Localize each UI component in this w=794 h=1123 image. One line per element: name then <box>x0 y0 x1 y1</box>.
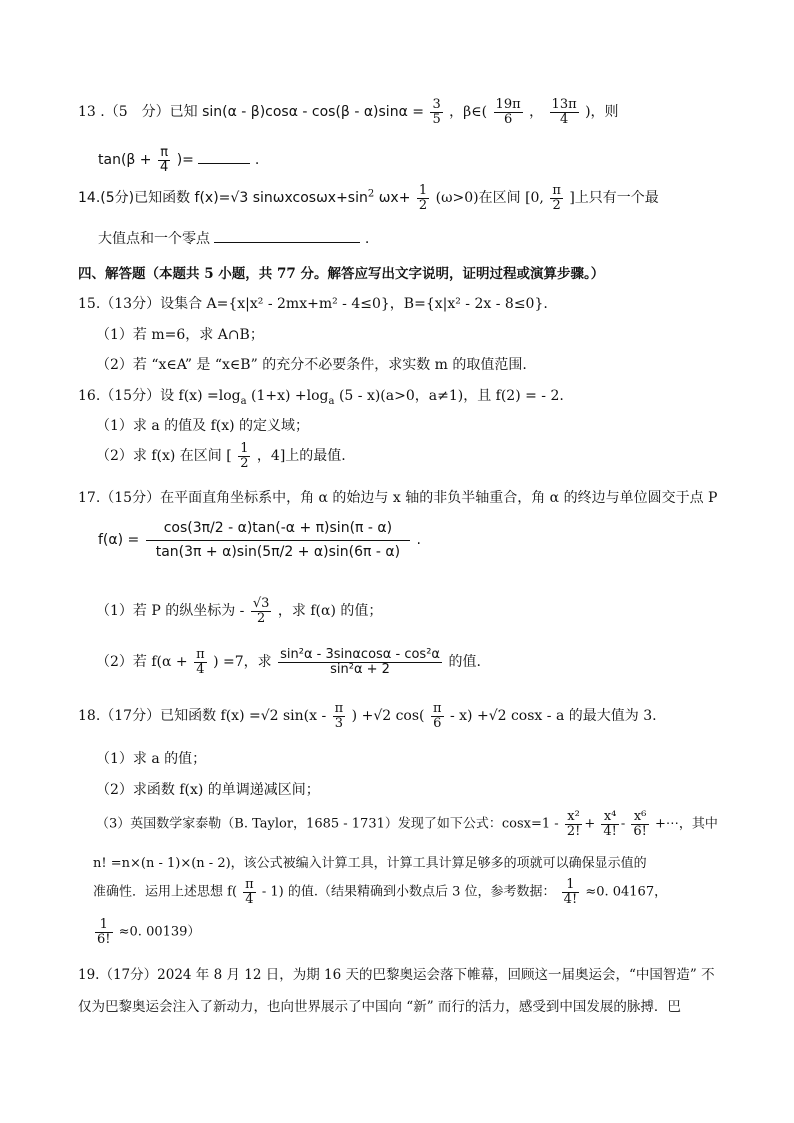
q17-f-label: f(α) = <box>98 532 140 549</box>
q18-part3-c: 准确性．运用上述思想 f( <box>93 884 238 900</box>
q13-fraction-value: $\frac{3}{5}$ <box>432 97 441 127</box>
q14-answer-blank <box>214 228 360 243</box>
q17-fraction-expression: $\frac{\text{sin²α - 3sinαcosα - cos²α}}{\text{sin²α + 2}}$ <box>280 647 440 677</box>
q18-fraction-x4: $\frac{\text{x⁴}}{4!}$ <box>603 809 617 839</box>
q14-square: 2 <box>367 188 375 200</box>
q18-function-c: - x) +√2 cosx - a 的最大值为 3. <box>449 708 657 725</box>
q16-part2 <box>96 442 346 470</box>
q18-part2: （2）求函数 f(x) 的单调递减区间； <box>96 782 320 798</box>
q15-line1: 15.（13分）设集合 A={x|x² - 2mx+m² - 4≤0}，B={x|x² - 2x - 8≤0}. <box>78 296 548 312</box>
q18-function-b: ) +√2 cos( <box>351 708 425 725</box>
q18-line1 <box>78 702 657 730</box>
q16-fraction-half: $\frac{1}{2}$ <box>240 441 249 471</box>
q18-part3-e: ≈0. 04167， <box>585 884 668 900</box>
q13-number: 13 .（5 分）已知 <box>78 104 198 121</box>
q17-period: . <box>416 532 421 549</box>
q14-fraction-pi2: $\frac{\pi}{2}$ <box>552 183 561 213</box>
q15-part2: （2）若 “x∈A” 是 “x∈B” 的充分不必要条件，求实数 m 的取值范围. <box>96 357 527 373</box>
q17-definition <box>98 517 421 563</box>
q16-line1 <box>78 385 564 407</box>
q17-fraction-root3: $\frac{√3}{2}$ <box>252 596 270 626</box>
q13-comma: ， <box>529 104 544 121</box>
q19-line2: 仅为巴黎奥运会注入了新动力，也向世界展示了中国向 “新” 而行的活力，感受到中国发展的脉搏．巴 <box>78 999 681 1015</box>
q18-part3-line4 <box>93 918 200 946</box>
q14-line1 <box>78 184 659 212</box>
q13-tan-expr: tan(β + <box>98 152 152 169</box>
q18-fraction-pi6: $\frac{\pi}{6}$ <box>432 701 442 731</box>
q17-part1 <box>96 597 382 625</box>
q17-part2-a: （2）若 f(α + <box>96 654 188 671</box>
q18-part3-line1: （3）英国数学家泰勒（B. Taylor，1685 - 1731）发现了如下公式：cosx=1 - $\frac{\text{x²}}{2!}$ + $\frac{\text{x⁴}}{4!}$ - $\frac{\text{x⁶}}{6!}$ +⋯，其中 <box>96 809 718 839</box>
q18-fraction-x2: $\frac{\text{x²}}{2!}$ <box>566 809 581 839</box>
q18-fraction-inv4: $\frac{1}{4!}$ <box>563 877 578 907</box>
section-heading: 四、解答题（本题共 5 小题，共 77 分。解答应写出文字说明，证明过程或演算步骤。） <box>78 266 605 282</box>
q13-equals: )= <box>176 152 194 169</box>
q13-line1 <box>78 98 619 126</box>
q14-interval-open: (ω>0)在区间 [0, <box>435 190 544 207</box>
q16-part1: （1）求 a 的值及 f(x) 的定义域； <box>96 418 310 434</box>
q16-part2-b: ，4]上的最值. <box>256 448 346 465</box>
q14-omega-x: ωx+ <box>378 190 411 207</box>
q14-function: 14.(5分)已知函数 f(x)=√3 sinωxcosωx+sin <box>78 190 368 207</box>
q18-part1: （1）求 a 的值； <box>96 751 207 767</box>
q16-base-a1: a <box>240 395 247 407</box>
q17-part2-b: ) =7，求 <box>213 654 272 671</box>
q13-beta-range-open: ，β∈( <box>449 104 488 121</box>
q17-denominator: tan(3π + α)sin(5π/2 + α)sin(6π - α) <box>155 543 401 560</box>
q17-numerator: cos(3π/2 - α)tan(-α + π)sin(π - α) <box>146 517 410 541</box>
q14-fraction-half: $\frac{1}{2}$ <box>418 183 428 213</box>
q17-big-fraction <box>146 517 410 563</box>
q19-line1: 19.（17分）2024 年 8 月 12 日，为期 16 天的巴黎奥运会落下帷幕，回顾这一届奥运会，“中国智造” 不 <box>78 967 715 983</box>
q17-line1: 17.（15分）在平面直角坐标系中，角 α 的始边与 x 轴的非负半轴重合，角 α 的终边与单位圆交于点 P <box>78 490 718 506</box>
q17-part2 <box>96 648 481 676</box>
q13-fraction-lower: $\frac{19\pi}{6}$ <box>495 97 521 127</box>
q18-part3-line2: n! =n×(n - 1)×(n - 2)，该公式被编入计算工具，计算工具计算足够多的项就可以确保显示值的 <box>93 856 647 871</box>
q13-fraction-pi4: $\frac{\pi}{4}$ <box>159 145 169 175</box>
q18-part3-line3 <box>93 878 667 906</box>
q13-line2 <box>98 146 259 174</box>
q16-part2-a: （2）求 f(x) 在区间 [ <box>96 448 232 465</box>
q18-part3-d: - 1) 的值.（结果精确到小数点后 3 位，参考数据： <box>261 884 556 900</box>
q13-period: . <box>254 152 260 169</box>
q13-range-close: )，则 <box>585 104 619 121</box>
q16-function-b: (1+x) +log <box>251 388 329 404</box>
q18-fraction-x6: $\frac{\text{x⁶}}{6!}$ <box>633 809 647 839</box>
q17-part2-c: 的值. <box>448 654 481 671</box>
q18-fraction-inv6: $\frac{1}{6!}$ <box>97 917 111 947</box>
q17-part1-a: （1）若 P 的纵坐标为 - <box>96 603 245 620</box>
q18-part3-b: +⋯，其中 <box>655 816 718 832</box>
q13-fraction-upper: $\frac{13\pi}{4}$ <box>551 97 577 127</box>
q17-part1-b: ，求 f(α) 的值； <box>277 603 383 620</box>
q14-period: . <box>364 231 370 247</box>
q16-base-a2: a <box>328 395 335 407</box>
q16-function-a: 16.（15分）设 f(x) =log <box>78 388 241 404</box>
q16-function-c: (5 - x)(a>0，a≠1)，且 f(2) = - 2. <box>338 388 564 404</box>
q18-function-a: 18.（17分）已知函数 f(x) =√2 sin(x - <box>78 708 327 725</box>
q15-part1: （1）若 m=6，求 A∩B； <box>96 327 264 343</box>
q18-part3-f: ≈0. 00139） <box>118 924 201 940</box>
q13-expression: sin(α - β)cosα - cos(β - α)sinα = <box>202 104 424 121</box>
q13-answer-blank <box>198 149 250 164</box>
q18-part3-a: （3）英国数学家泰勒（B. Taylor，1685 - 1731）发现了如下公式：cosx=1 - <box>96 816 559 832</box>
q18-fraction-pi4: $\frac{\pi}{4}$ <box>245 877 254 907</box>
q14-line2 <box>98 228 369 248</box>
q14-text: 大值点和一个零点 <box>98 231 210 247</box>
q17-fraction-pi4: $\frac{\pi}{4}$ <box>196 647 205 677</box>
q14-interval-close: ]上只有一个最 <box>569 190 659 207</box>
q18-fraction-pi3: $\frac{\pi}{3}$ <box>334 701 344 731</box>
